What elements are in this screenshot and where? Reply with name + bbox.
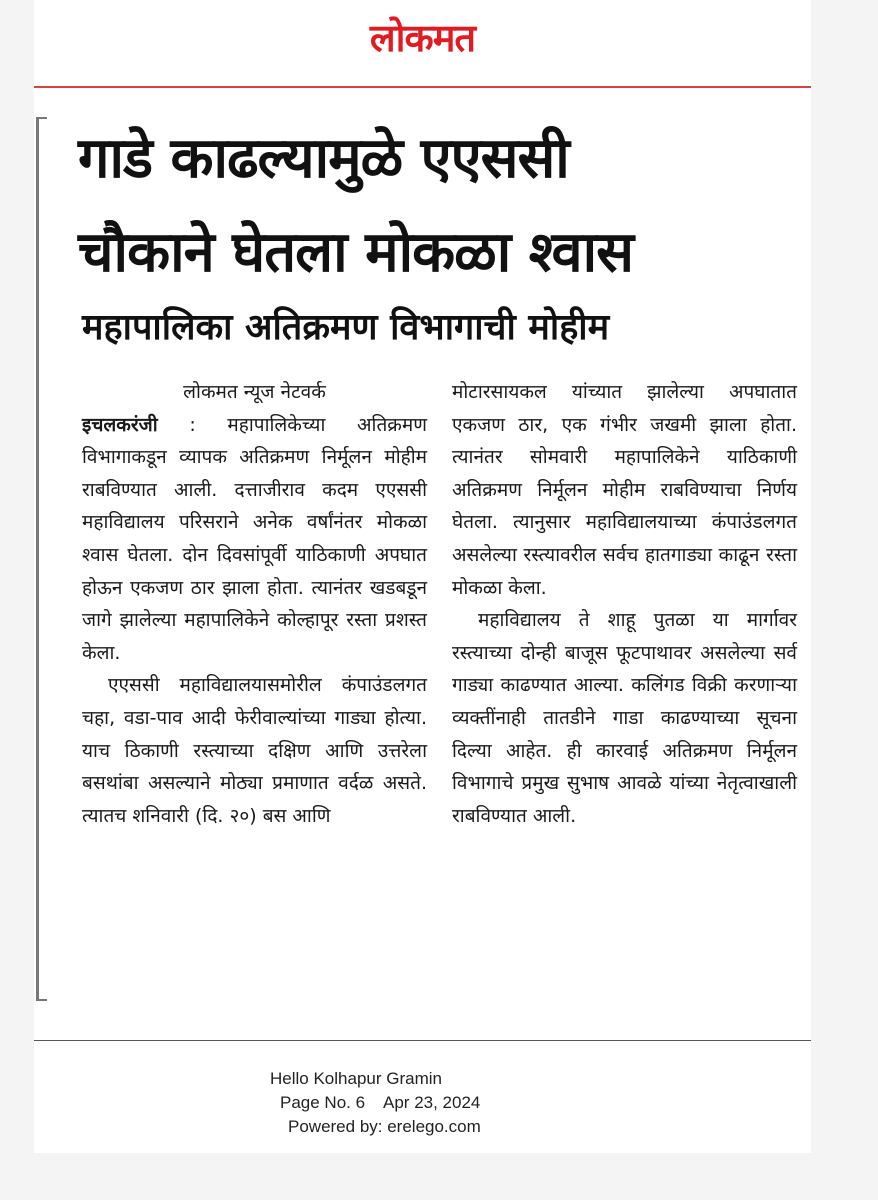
page-number-date: Page No. 6 Apr 23, 2024 — [280, 1093, 481, 1112]
clipping-bracket — [36, 117, 47, 1001]
headline-line-1: गाडे काढल्यामुळे एएससी — [78, 126, 569, 191]
paragraph-4: महाविद्यालय ते शाहू पुतळा या मार्गावर रस्त्याच्या दोन्ही बाजूस फूटपाथावर असलेल्या सर्व गाड्या काढण्यात आल्या. कलिंगड विक्री करणाऱ्या व्यक्तींनाही तातडीने गाडा काढण्याच्या सूचना दिल्या आहेत. ही कारवाई अतिक्रमण निर्मूलन विभागाचे प्रमुख सुभाष आवळे यांच्या नेतृत्वाखाली राबविण्यात आली. — [452, 609, 797, 827]
headline-line-2: चौकाने घेतला मोकळा श्वास — [78, 220, 633, 285]
powered-by: Powered by: erelego.com — [288, 1117, 481, 1136]
paragraph-1-text: : महापालिकेच्या अतिक्रमण विभागाकडून व्यापक अतिक्रमण निर्मूलन मोहीम राबविण्यात आली. दत्ताजीराव कदम एएससी महाविद्यालय परिसराने अनेक वर्षांनंतर मोकळा श्वास घेतला. दोन दिवसांपूर्वी याठिकाणी अपघात होऊन एकजण ठार झाला होता. त्यानंतर खडबडून जागे झालेल्या महापालिकेने कोल्हापूर रस्ता प्रशस्त केला. — [82, 413, 427, 664]
edition-name: Hello Kolhapur Gramin — [270, 1069, 442, 1088]
footer — [34, 1067, 811, 1139]
newspaper-clipping — [34, 0, 811, 1153]
footer-divider — [34, 1040, 811, 1041]
dateline: इचलकरंजी — [82, 413, 158, 436]
article-column-right — [452, 376, 797, 832]
article-column-left — [82, 376, 427, 832]
lokmat-logo: लोकमत — [369, 16, 476, 60]
paragraph-2: एएससी महाविद्यालयासमोरील कंपाउंडलगत चहा, वडा-पाव आदी फेरीवाल्यांच्या गाड्या होत्या. याच ठिकाणी रस्त्याच्या दक्षिण आणि उत्तरेला बसथांबा असल्याने मोठ्या प्रमाणात वर्दळ असते. त्यातच शनिवारी (दि. २०) बस आणि — [82, 674, 427, 827]
paragraph-1 — [82, 409, 427, 670]
paragraph-3: मोटारसायकल यांच्यात झालेल्या अपघातात एकजण ठार, एक गंभीर जखमी झाला होता. त्यानंतर सोमवारी महापालिकेने याठिकाणी अतिक्रमण निर्मूलन मोहीम राबविण्याचा निर्णय घेतला. त्यानुसार महाविद्यालयाच्या कंपाउंडलगत असलेल्या रस्त्यावरील सर्वच हातगाड्या काढून रस्ता मोकळा केला. — [452, 381, 797, 599]
headline — [78, 112, 818, 300]
subheadline: महापालिका अतिक्रमण विभागाची मोहीम — [82, 307, 610, 348]
byline: लोकमत न्यूज नेटवर्क — [183, 381, 326, 403]
masthead — [34, 0, 811, 88]
